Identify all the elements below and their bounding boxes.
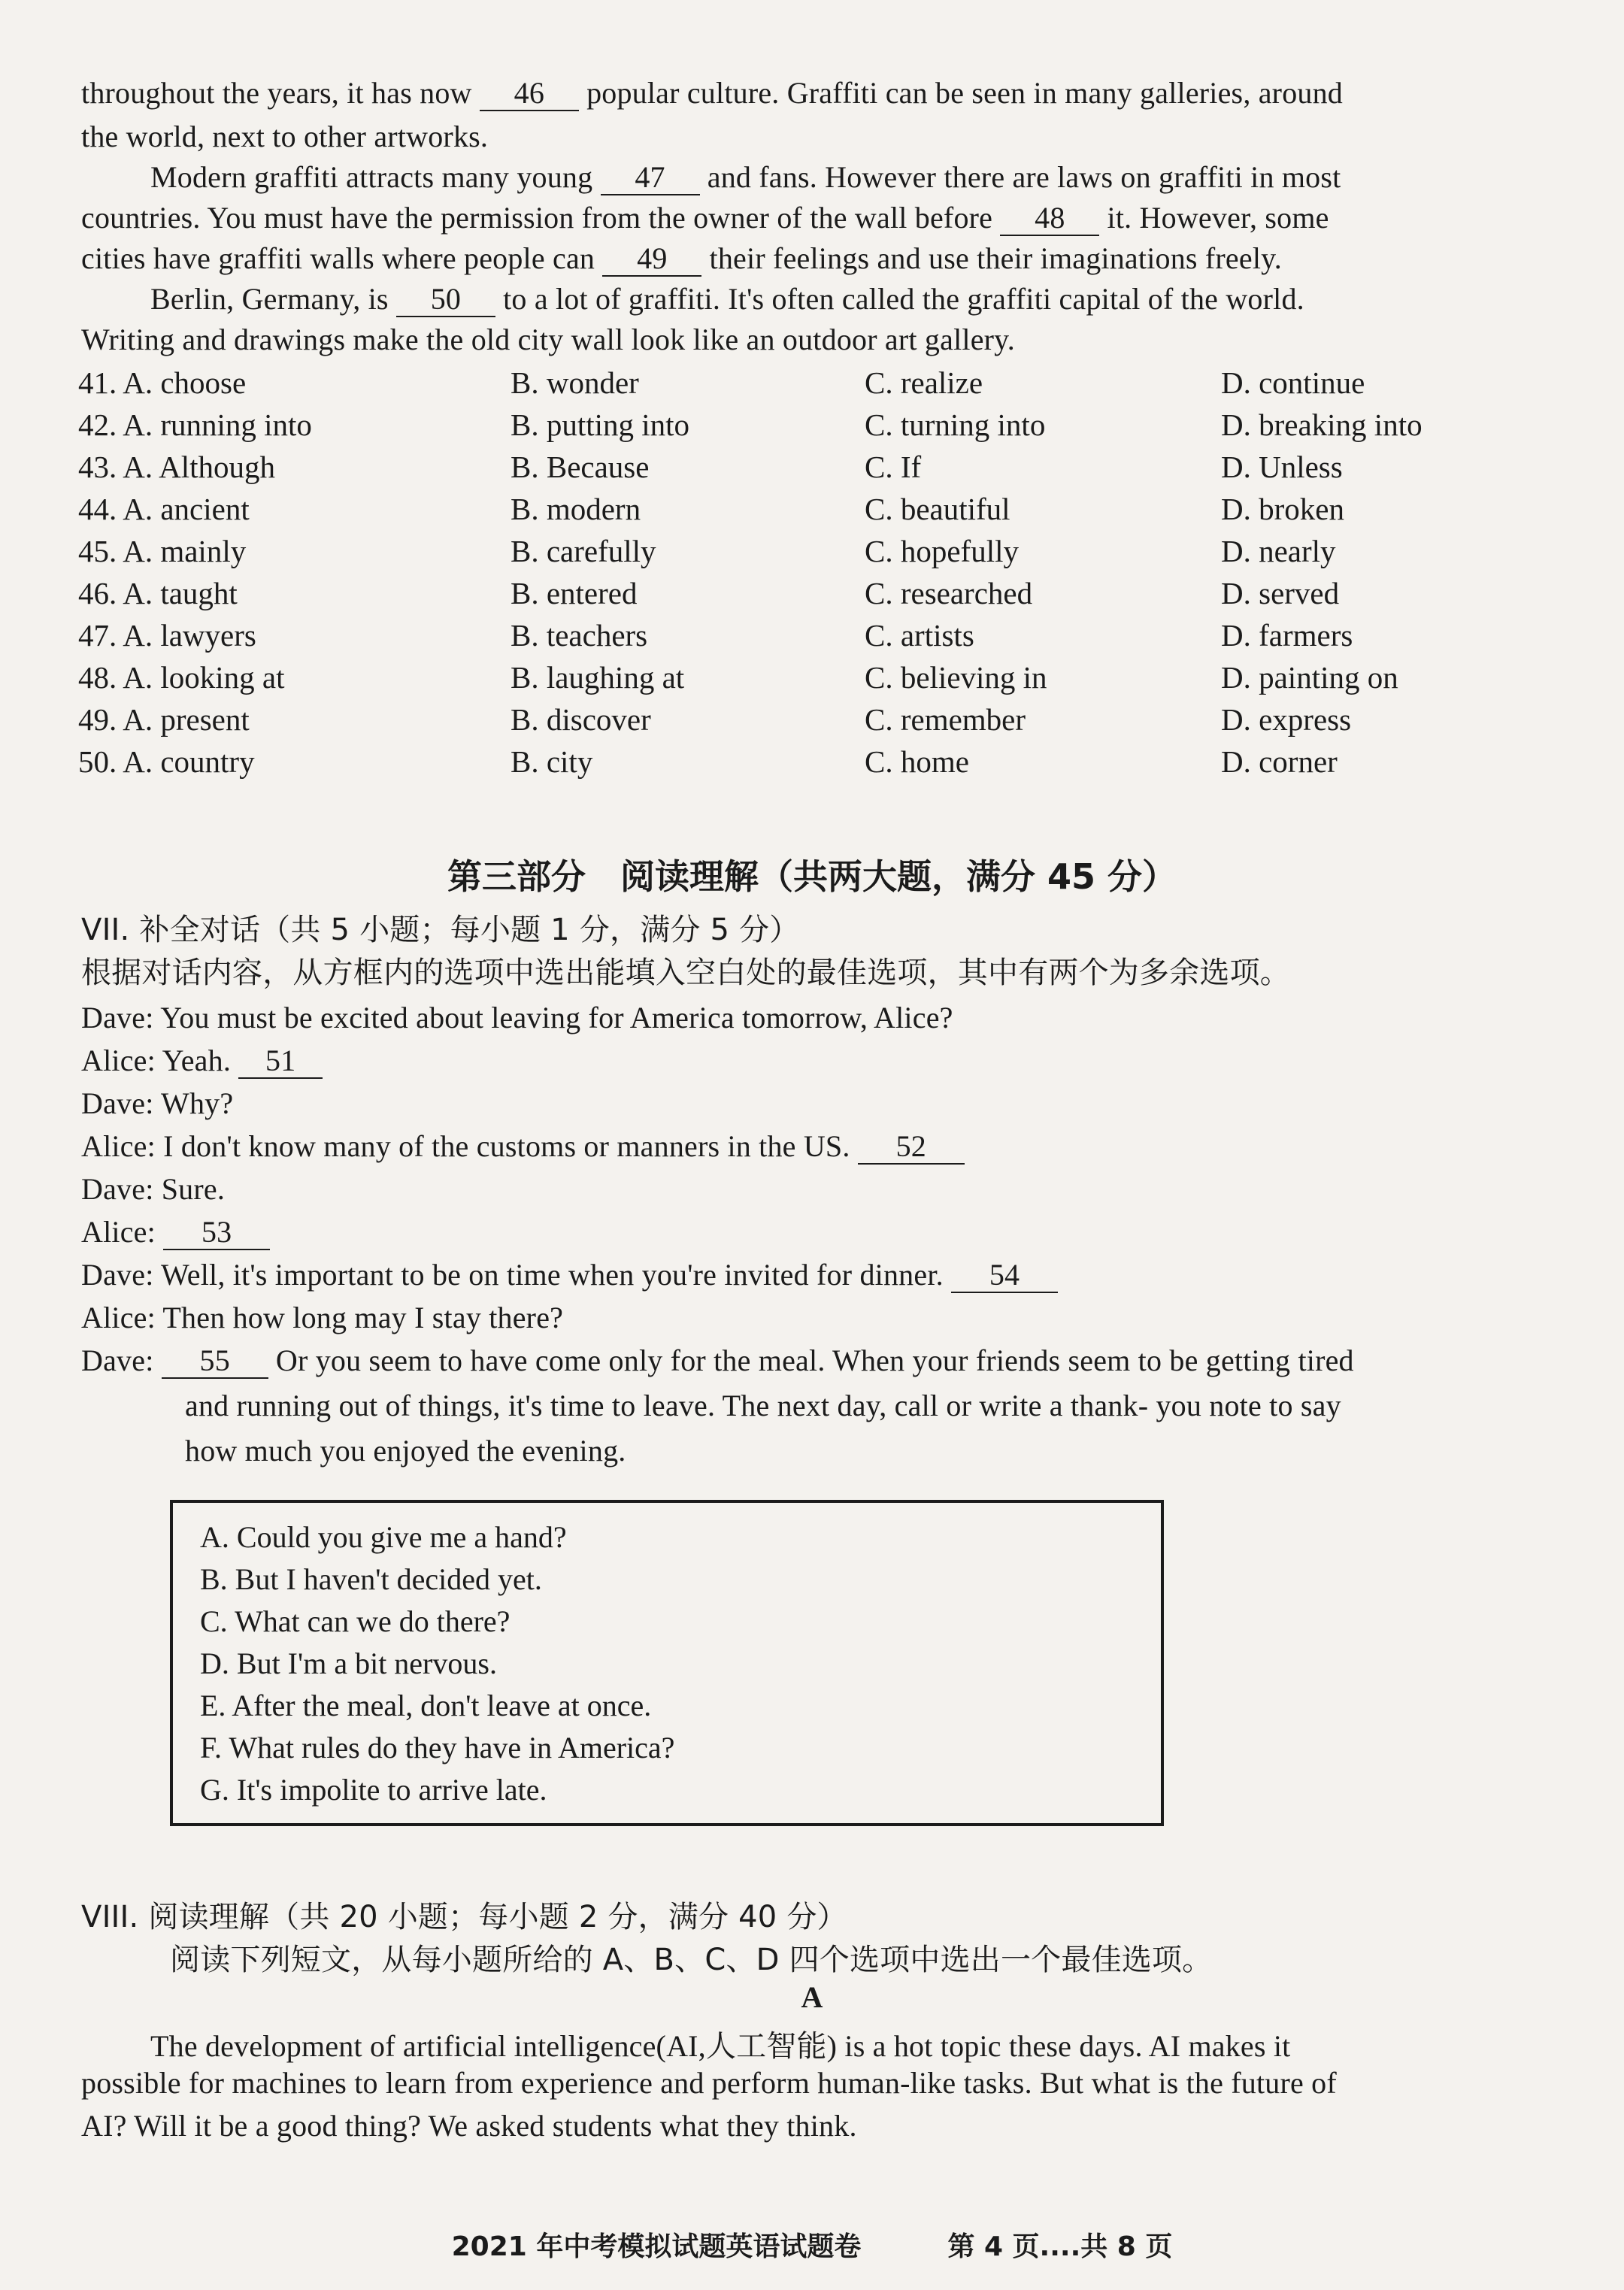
passage-line: The development of artificial intelligence(AI,人工智能) is a hot topic these days. AI makes it (150, 2029, 1291, 2063)
passage-label: A (801, 1980, 823, 2014)
option-d: D. breaking into (1221, 407, 1423, 442)
option-d: D. express (1221, 702, 1352, 737)
blank-53: 53 (163, 1216, 270, 1250)
box-option: G. It's impolite to arrive late. (200, 1773, 547, 1807)
blank-49: 49 (602, 242, 701, 277)
option-d: D. served (1221, 576, 1340, 610)
option-b: B. putting into (511, 407, 690, 442)
dialog-line: Dave: Well, it's important to be on time when you're invited for dinner. 54 (81, 1257, 1058, 1293)
box-option: B. But I haven't decided yet. (200, 1562, 542, 1596)
blank-54: 54 (951, 1259, 1058, 1293)
exam-title: 2021 年中考模拟试题英语试题卷 (451, 2231, 862, 2262)
option-c: C. home (865, 744, 969, 779)
section-title: VIII. 阅读理解（共 20 小题；每小题 2 分，满分 40 分） (81, 1900, 847, 1934)
section-title: VII. 补全对话（共 5 小题；每小题 1 分，满分 5 分） (81, 913, 800, 947)
option-c: C. If (865, 450, 922, 484)
option-d: D. Unless (1221, 450, 1343, 484)
option-d: D. continue (1221, 365, 1365, 400)
dialog-line: Alice: Then how long may I stay there? (81, 1301, 564, 1334)
option-b: B. entered (511, 576, 638, 610)
cloze-line: Berlin, Germany, is 50 to a lot of graffiti. It's often called the graffiti capital of the world. (150, 282, 1304, 316)
dialog-line: Dave: You must be excited about leaving for America tomorrow, Alice? (81, 1001, 953, 1034)
option-b: B. carefully (511, 534, 656, 568)
box-option: F. What rules do they have in America? (200, 1731, 675, 1764)
option-b: B. city (511, 744, 593, 779)
option-a: 49. A. present (78, 702, 250, 737)
option-d: D. farmers (1221, 618, 1353, 653)
option-a: 44. A. ancient (78, 492, 250, 526)
dialog-line: how much you enjoyed the evening. (185, 1434, 626, 1468)
blank-52: 52 (858, 1130, 965, 1165)
option-c: C. remember (865, 702, 1026, 737)
blank-51: 51 (238, 1044, 323, 1079)
part-heading: 第三部分 阅读理解（共两大题，满分 45 分） (447, 856, 1177, 897)
option-a: 43. A. Although (78, 450, 275, 484)
blank-48: 48 (1000, 201, 1099, 236)
section-instruction: 根据对话内容，从方框内的选项中选出能填入空白处的最佳选项，其中有两个为多余选项。 (81, 956, 1290, 990)
page-footer (0, 2225, 1624, 2264)
cloze-line: throughout the years, it has now 46 popular culture. Graffiti can be seen in many galleries, around (81, 76, 1344, 110)
cloze-line: cities have graffiti walls where people can 49 their feelings and use their imaginations freely. (81, 241, 1282, 275)
option-b: B. discover (511, 702, 651, 737)
dialog-line: Alice: Yeah. 51 (81, 1043, 323, 1079)
option-d: D. broken (1221, 492, 1344, 526)
option-a: 47. A. lawyers (78, 618, 256, 653)
section-instruction: 阅读下列短文，从每小题所给的 A、B、C、D 四个选项中选出一个最佳选项。 (170, 1943, 1213, 1977)
cloze-line: Modern graffiti attracts many young 47 and fans. However there are laws on graffiti in most (150, 160, 1341, 194)
option-a: 48. A. looking at (78, 660, 285, 695)
answer-options-box (170, 1500, 1164, 1826)
option-c: C. researched (865, 576, 1033, 610)
option-c: C. realize (865, 365, 983, 400)
option-b: B. Because (511, 450, 650, 484)
option-a: 45. A. mainly (78, 534, 247, 568)
option-b: B. wonder (511, 365, 639, 400)
cloze-line: Writing and drawings make the old city wall look like an outdoor art gallery. (81, 323, 1015, 356)
option-d: D. nearly (1221, 534, 1336, 568)
option-c: C. beautiful (865, 492, 1010, 526)
blank-46: 46 (480, 77, 579, 111)
option-d: D. painting on (1221, 660, 1398, 695)
dialog-line: Alice: I don't know many of the customs or manners in the US. 52 (81, 1128, 965, 1165)
box-option: E. After the meal, don't leave at once. (200, 1689, 652, 1722)
option-a: 50. A. country (78, 744, 255, 779)
passage-line: AI? Will it be a good thing? We asked students what they think. (81, 2109, 857, 2143)
option-a: 46. A. taught (78, 576, 238, 610)
option-b: B. teachers (511, 618, 648, 653)
blank-50: 50 (396, 283, 495, 317)
option-c: C. believing in (865, 660, 1047, 695)
dialog-line: Dave: Sure. (81, 1172, 226, 1206)
option-a: 42. A. running into (78, 407, 312, 442)
box-option: D. But I'm a bit nervous. (200, 1646, 497, 1680)
dialog-line: Alice: 53 (81, 1214, 270, 1250)
dialog-line: and running out of things, it's time to leave. The next day, call or write a thank- you note to say (185, 1389, 1341, 1422)
option-c: C. artists (865, 618, 974, 653)
blank-55: 55 (162, 1344, 268, 1379)
option-a: 41. A. choose (78, 365, 247, 400)
page-number: 第 4 页....共 8 页 (947, 2231, 1173, 2262)
option-b: B. modern (511, 492, 641, 526)
box-option: A. Could you give me a hand? (200, 1520, 567, 1554)
box-option: C. What can we do there? (200, 1604, 511, 1638)
option-c: C. turning into (865, 407, 1046, 442)
option-d: D. corner (1221, 744, 1338, 779)
dialog-line: Dave: 55 Or you seem to have come only for the meal. When your friends seem to be getting tired (81, 1343, 1354, 1377)
cloze-line: countries. You must have the permission from the owner of the wall before 48 it. However, some (81, 201, 1329, 235)
dialog-line: Dave: Why? (81, 1086, 234, 1120)
passage-line: possible for machines to learn from experience and perform human-like tasks. But what is the future of (81, 2066, 1337, 2100)
cloze-line: the world, next to other artworks. (81, 120, 489, 153)
option-b: B. laughing at (511, 660, 685, 695)
blank-47: 47 (601, 161, 700, 195)
option-c: C. hopefully (865, 534, 1019, 568)
